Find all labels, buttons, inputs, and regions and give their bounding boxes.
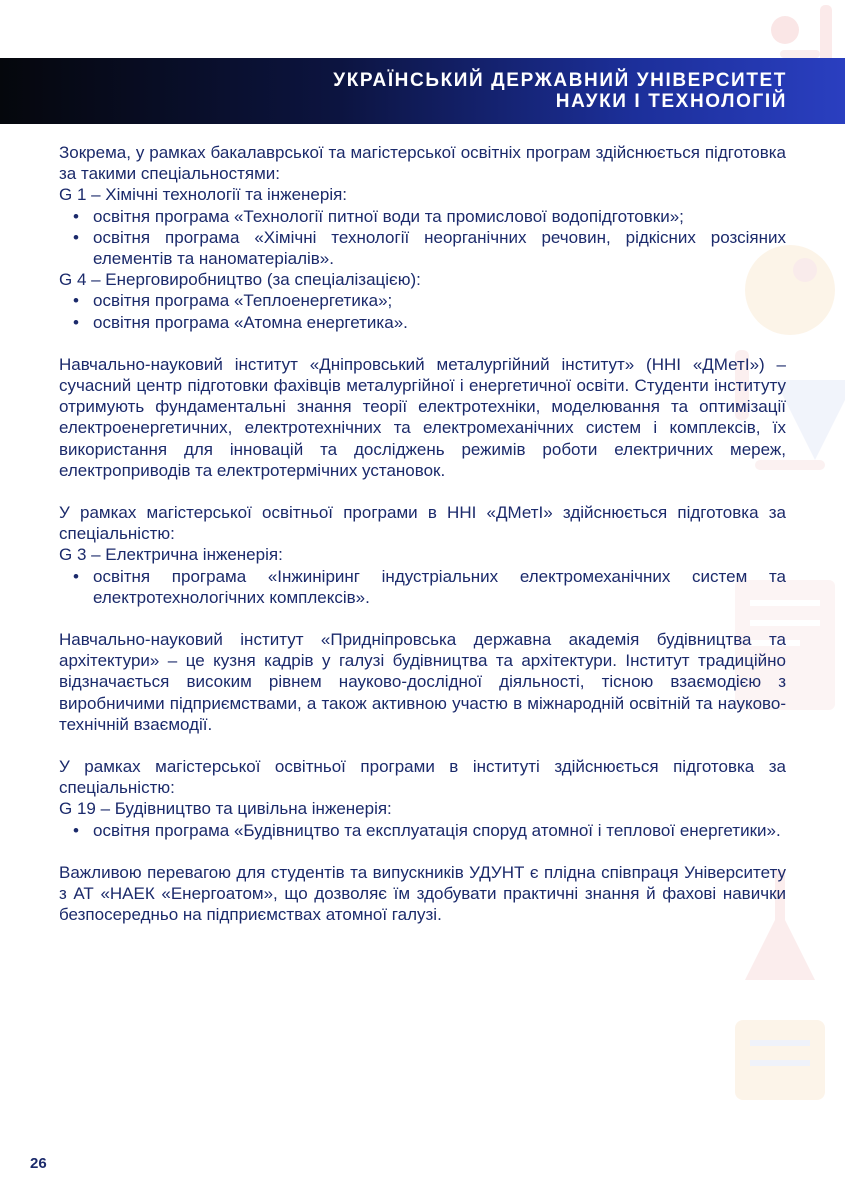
list-item: • освітня програма «Атомна енергетика». [59,312,786,333]
pdaba-paragraph: Навчально-науковий інститут «Придніпровська державна академія будівництва та архітектури» – це кузня кадрів у галузі будівництва та архітектури. Інститут традиційно відзначається високим рівнем науково-дослідної діяльності, тісною взаємодією з виробничими підприємствами, а також активною участю в міжнародній освітній та науково-технічній взаємодії. [59,630,786,734]
header-title [333,70,787,112]
list-item: • освітня програма «Теплоенергетика»; [59,290,786,311]
dmeti-master-paragraph: У рамках магістерської освітньої програми в ННІ «ДМетІ» здійснюється підготовка за спеціальністю: [59,503,786,544]
specialty-g19-heading: G 19 – Будівництво та цивільна інженерія: [59,799,392,819]
pdaba-master-paragraph: У рамках магістерської освітньої програми в інституті здійснюється підготовка за спеціальністю: [59,757,786,798]
g4-program-list [59,290,786,332]
list-item: • освітня програма «Інжиніринг індустріальних електромеханічних систем та електротехнологічних комплексів». [59,566,786,608]
closing-paragraph: Важливою перевагою для студентів та випускників УДУНТ є плідна співпраця Університету з АТ «НАЕК «Енергоатом», що дозволяє їм здобувати практичні знання й фахові навички безпосередньо на підприємствах атомної галузі. [59,862,786,925]
g19-program-list [59,820,786,841]
specialty-g1-heading: G 1 – Хімічні технології та інженерія: [59,185,348,205]
page-number: 26 [30,1155,47,1172]
specialty-g4-heading: G 4 – Енерговиробництво (за спеціалізацією): [59,270,421,290]
intro-paragraph: Зокрема, у рамках бакалаврської та магістерської освітніх програм здійснюється підготовка за такими спеціальностями: [59,143,786,184]
list-item: • освітня програма «Хімічні технології неорганічних речовин, рідкісних розсіяних елементів та наноматеріалів». [59,227,786,269]
g3-program-list [59,566,786,608]
header-banner [0,58,845,124]
specialty-g3-heading: G 3 – Електрична інженерія: [59,545,283,565]
list-item: • освітня програма «Будівництво та експлуатація споруд атомної і теплової енергетики». [59,820,786,841]
header-title-line1: УКРАЇНСЬКИЙ ДЕРЖАВНИЙ УНІВЕРСИТЕТ [333,70,787,91]
g1-program-list [59,206,786,270]
main-content [59,142,786,926]
dmeti-paragraph: Навчально-науковий інститут «Дніпровський металургійний інститут» (ННІ «ДМетІ») – сучасний центр підготовки фахівців металургійної і енергетичної освіти. Студенти інституту отримують фундаментальні знання теорії електротехніки, моделювання та оптимізації електроенергетичних, електротехнічних та електромеханічних систем і комплексів, їх використання для інновацій та досліджень режимів роботи електричних мереж, електроприводів та електротермічних установок. [59,354,786,480]
header-title-line2: НАУКИ І ТЕХНОЛОГІЙ [555,91,787,112]
list-item: • освітня програма «Технології питної води та промислової водопідготовки»; [59,206,786,227]
